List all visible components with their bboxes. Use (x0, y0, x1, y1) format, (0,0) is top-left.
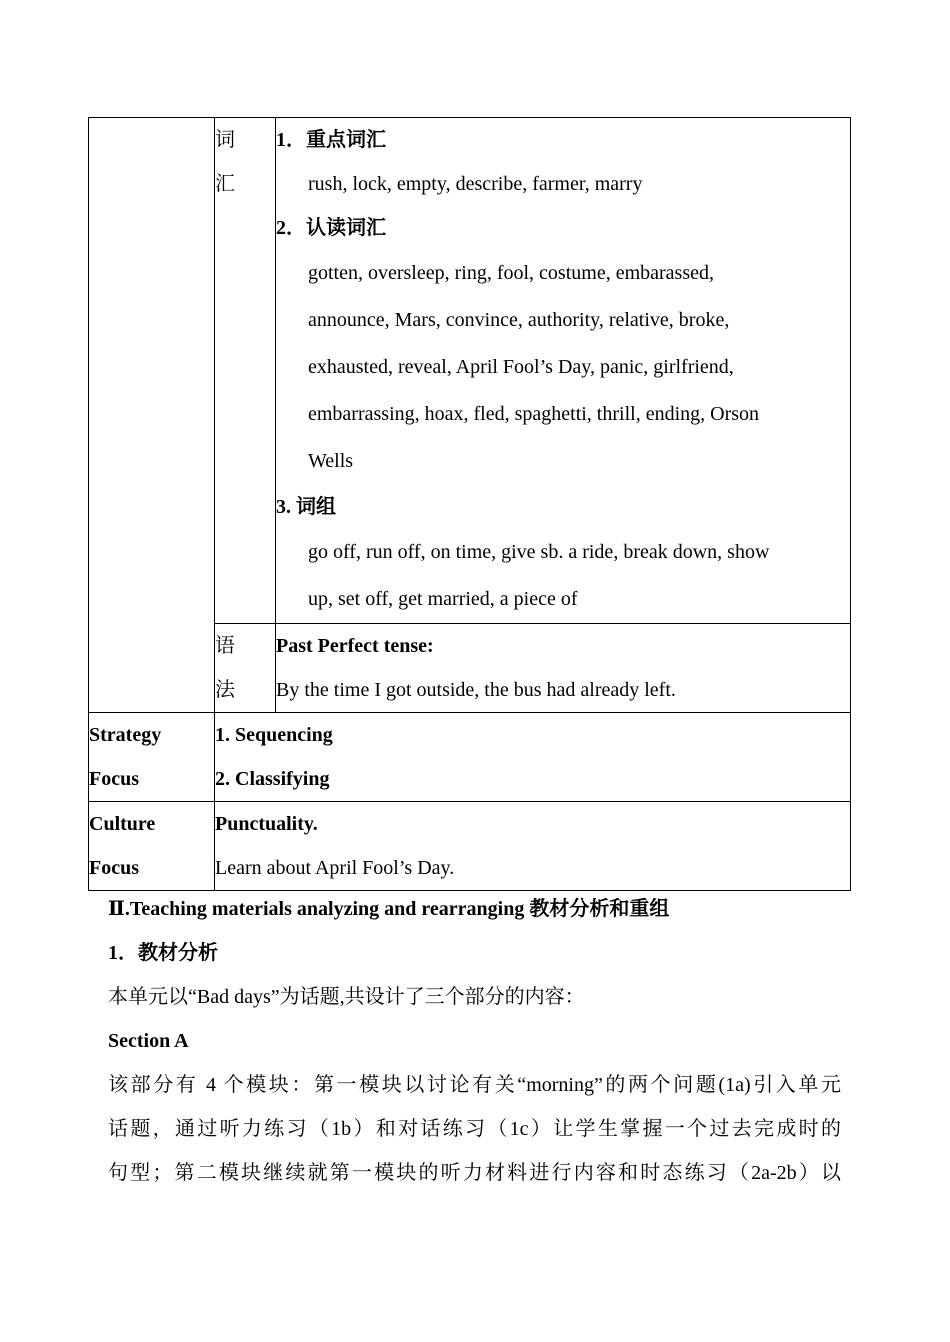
section-two (108, 887, 841, 1195)
paragraph-line: 该部分有 4 个模块：第一模块以讨论有关“morning”的两个问题(1a)引入单元 (108, 1074, 841, 1096)
strategy-label-cell (89, 713, 215, 802)
culture-title: Punctuality. (215, 813, 318, 835)
grammar-title: Past Perfect tense: (276, 635, 434, 657)
strategy-item: 2. Classifying (215, 768, 330, 790)
reading-vocab-line: announce, Mars, convince, authority, relative, broke, (308, 309, 730, 331)
grammar-label-char: 法 (215, 679, 235, 701)
strategy-item: 1. Sequencing (215, 724, 333, 746)
strategy-label-line: Focus (89, 768, 139, 790)
culture-content-cell (215, 802, 851, 891)
phrases-heading: 3. 词组 (276, 496, 336, 518)
vocabulary-content-cell (276, 118, 851, 624)
culture-row (89, 802, 851, 891)
grammar-label-char: 语 (215, 635, 235, 657)
culture-label-cell (89, 802, 215, 891)
strategy-label-line: Strategy (89, 724, 162, 746)
vocabulary-label-cell (215, 118, 276, 624)
section-heading: Ⅱ.Teaching materials analyzing and rearranging 教材分析和重组 (108, 898, 670, 920)
vocabulary-label-char: 汇 (215, 173, 235, 195)
unit-overview-table (88, 117, 851, 891)
reading-vocab-line: Wells (308, 450, 354, 472)
culture-label-line: Culture (89, 813, 156, 835)
reading-vocab-heading: 2．认读词汇 (276, 217, 386, 239)
grammar-example: By the time I got outside, the bus had already left. (276, 679, 676, 701)
culture-text: Learn about April Fool’s Day. (215, 857, 455, 879)
phrases-line: up, set off, get married, a piece of (308, 588, 578, 610)
key-vocab-list: rush, lock, empty, describe, farmer, marry (308, 173, 643, 195)
reading-vocab-line: embarrassing, hoax, fled, spaghetti, thrill, ending, Orson (308, 403, 760, 425)
vocabulary-label-char: 词 (215, 129, 235, 151)
culture-label-line: Focus (89, 857, 139, 879)
section-a-heading: Section A (108, 1030, 189, 1052)
paragraph-line: 话题，通过听力练习（1b）和对话练习（1c）让学生掌握一个过去完成时的 (108, 1118, 841, 1140)
grammar-label-cell (215, 624, 276, 713)
paragraph-line: 句型；第二模块继续就第一模块的听力材料进行内容和时态练习（2a-2b）以 (108, 1162, 841, 1184)
vocabulary-row (89, 118, 851, 624)
empty-label-cell (89, 118, 215, 713)
strategy-row (89, 713, 851, 802)
strategy-content-cell (215, 713, 851, 802)
phrases-line: go off, run off, on time, give sb. a ride, break down, show (308, 541, 770, 563)
reading-vocab-line: exhausted, reveal, April Fool’s Day, panic, girlfriend, (308, 356, 734, 378)
intro-paragraph: 本单元以“Bad days”为话题,共设计了三个部分的内容： (108, 986, 585, 1008)
grammar-content-cell (276, 624, 851, 713)
sub-heading: 1．教材分析 (108, 942, 218, 964)
key-vocab-heading: 1．重点词汇 (276, 129, 386, 151)
reading-vocab-line: gotten, oversleep, ring, fool, costume, embarassed, (308, 262, 714, 284)
